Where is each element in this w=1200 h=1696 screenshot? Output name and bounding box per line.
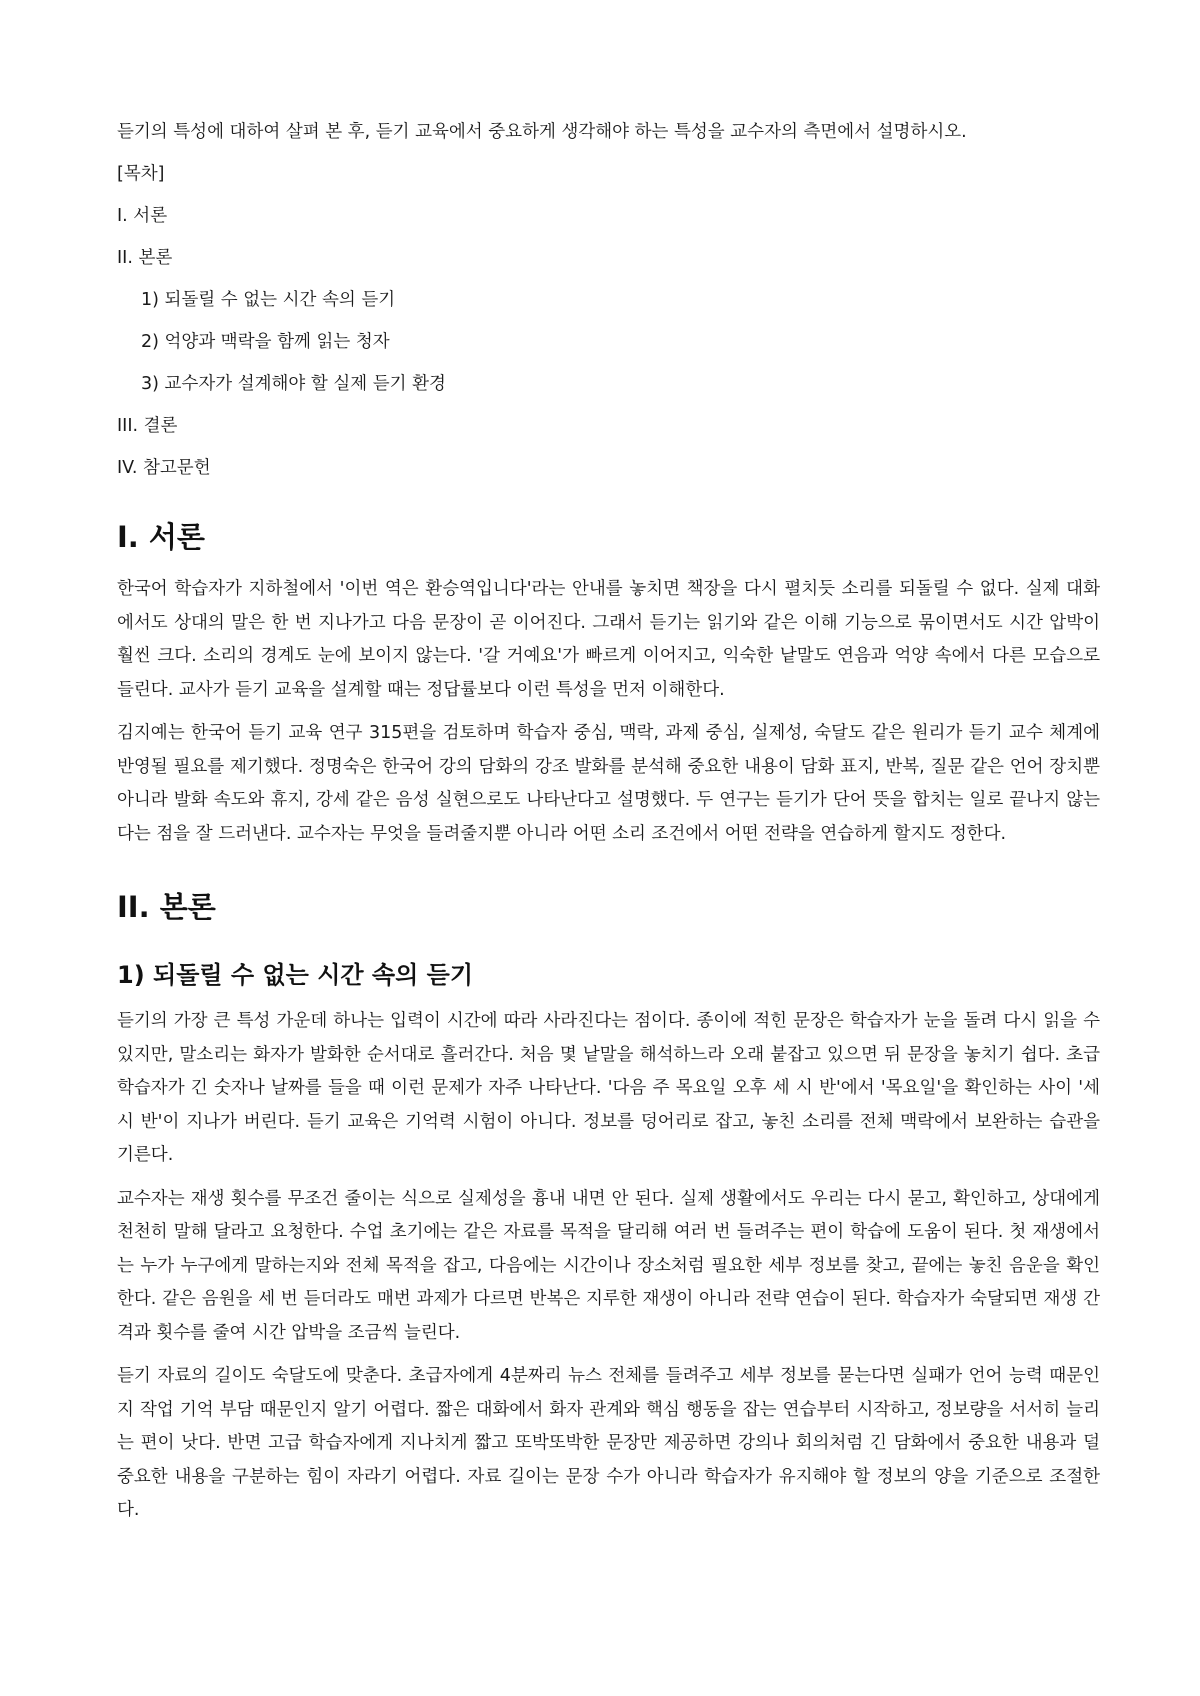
toc-item-body: II. 본론: [117, 248, 173, 268]
assignment-prompt: 듣기의 특성에 대하여 살펴 본 후, 듣기 교육에서 중요하게 생각해야 하는 특성을 교수자의 측면에서 설명하시오.: [117, 122, 967, 142]
intro-paragraph-2: 김지예는 한국어 듣기 교육 연구 315편을 검토하며 학습자 중심, 맥락, 과제 중심, 실제성, 숙달도 같은 원리가 듣기 교수 체계에 반영될 필요를 제기했다. 정명숙은 한국어 강의 담화의 강조 발화를 분석해 중요한 내용이 담화 표지, 반복, 질문 같은 언어 장치뿐 아니라 발화 속도와 휴지, 강세 같은 음성 실현으로도 나타난다고 설명했다. 두 연구는 듣기가 단어 뜻을 합치는 일로 끝나지 않는다는 점을 잘 드러낸다. 교수자는 무엇을 들려줄지뿐 아니라 어떤 소리 조건에서 어떤 전략을 연습하게 할지도 정한다.: [117, 723, 1100, 844]
heading-body: II. 본론: [117, 890, 216, 924]
intro-paragraph-1: 한국어 학습자가 지하철에서 '이번 역은 환승역입니다'라는 안내를 놓치면 책장을 다시 펼치듯 소리를 되돌릴 수 없다. 실제 대화에서도 상대의 말은 한 번 지나가고 다음 문장이 곧 이어진다. 그래서 듣기는 읽기와 같은 이해 기능으로 묶이면서도 시간 압박이 훨씬 크다. 소리의 경계도 눈에 보이지 않는다. '갈 거예요'가 빠르게 이어지고, 익숙한 낱말도 연음과 억양 속에서 다른 모습으로 들린다. 교사가 듣기 교육을 설계할 때는 정답률보다 이런 특성을 먼저 이해한다.: [117, 579, 1100, 700]
toc-item-body-2: 2) 억양과 맥락을 함께 읽는 청자: [141, 332, 390, 352]
body-sub1-paragraph-1: 듣기의 가장 큰 특성 가운데 하나는 입력이 시간에 따라 사라진다는 점이다. 종이에 적힌 문장은 학습자가 눈을 돌려 다시 읽을 수 있지만, 말소리는 화자가 발화한 순서대로 흘러간다. 처음 몇 낱말을 해석하느라 오래 붙잡고 있으면 뒤 문장을 놓치기 쉽다. 초급 학습자가 긴 숫자나 날짜를 들을 때 이런 문제가 자주 나타난다. '다음 주 목요일 오후 세 시 반'에서 '목요일'을 확인하는 사이 '세 시 반'이 지나가 버린다. 듣기 교육은 기억력 시험이 아니다. 정보를 덩어리로 잡고, 놓친 소리를 전체 맥락에서 보완하는 습관을 기른다.: [117, 1011, 1100, 1165]
toc-item-conclusion: III. 결론: [117, 416, 178, 436]
heading-introduction: I. 서론: [117, 520, 205, 554]
body-sub1-paragraph-3: 듣기 자료의 길이도 숙달도에 맞춘다. 초급자에게 4분짜리 뉴스 전체를 들려주고 세부 정보를 묻는다면 실패가 언어 능력 때문인지 작업 기억 부담 때문인지 알기 어렵다. 짧은 대화에서 화자 관계와 핵심 행동을 잡는 연습부터 시작하고, 정보량을 서서히 늘리는 편이 낫다. 반면 고급 학습자에게 지나치게 짧고 또박또박한 문장만 제공하면 강의나 회의처럼 긴 담화에서 중요한 내용과 덜 중요한 내용을 구분하는 힘이 자라기 어렵다. 자료 길이는 문장 수가 아니라 학습자가 유지해야 할 정보의 양을 기준으로 조절한다.: [117, 1366, 1100, 1520]
toc-item-intro: I. 서론: [117, 206, 168, 226]
body-sub1-paragraph-2: 교수자는 재생 횟수를 무조건 줄이는 식으로 실제성을 흉내 내면 안 된다. 실제 생활에서도 우리는 다시 묻고, 확인하고, 상대에게 천천히 말해 달라고 요청한다. 수업 초기에는 같은 자료를 목적을 달리해 여러 번 들려주는 편이 학습에 도움이 된다. 첫 재생에서는 누가 누구에게 말하는지와 전체 목적을 잡고, 다음에는 시간이나 장소처럼 필요한 세부 정보를 찾고, 끝에는 놓친 음운을 확인한다. 같은 음원을 세 번 듣더라도 매번 과제가 다르면 반복은 지루한 재생이 아니라 전략 연습이 된다. 학습자가 숙달되면 재생 간격과 횟수를 줄여 시간 압박을 조금씩 늘린다.: [117, 1188, 1100, 1343]
toc-item-body-3: 3) 교수자가 설계해야 할 실제 듣기 환경: [141, 374, 446, 394]
section-body: [117, 887, 1100, 1528]
toc-item-references: IV. 참고문헌: [117, 458, 211, 478]
toc-item-body-1: 1) 되돌릴 수 없는 시간 속의 듣기: [141, 290, 396, 310]
section-introduction: [117, 517, 1100, 851]
toc-title: [목차]: [117, 164, 165, 184]
heading-body-sub1: 1) 되돌릴 수 없는 시간 속의 듣기: [117, 961, 474, 989]
table-of-contents: [117, 159, 1100, 483]
